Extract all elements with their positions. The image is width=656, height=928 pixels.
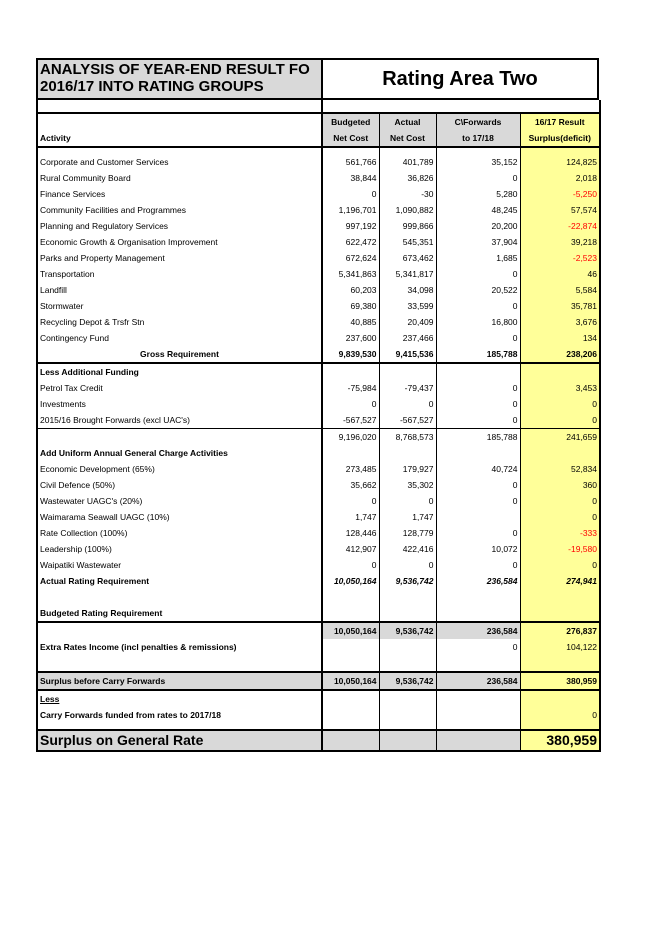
budgeted-cell [322,445,379,461]
actual-cell: 1,090,882 [379,202,436,218]
budgeted-cell: 128,446 [322,525,379,541]
sheet-header [36,58,599,100]
activity-cell: Wastewater UAGC's (20%) [37,493,322,509]
column-header-row-1 [37,113,600,130]
budgeted-rating-values-row [37,622,600,639]
activity-cell: Community Facilities and Programmes [37,202,322,218]
activity-cell: Leadership (100%) [37,541,322,557]
cf-cell: 185,788 [436,429,520,446]
cf-cell: 0 [436,477,520,493]
cf-cell: 37,904 [436,234,520,250]
table-row [37,461,600,477]
result-cell [520,363,600,380]
budgeted-cell: 10,050,164 [322,573,379,589]
budgeted-rating-actual: 9,536,742 [379,622,436,639]
actual-cell: 20,409 [379,314,436,330]
table-row [37,234,600,250]
cf-cell: 0 [436,330,520,346]
surplus-before-actual: 9,536,742 [379,672,436,690]
actual-cell: 179,927 [379,461,436,477]
budgeted-cell: 273,485 [322,461,379,477]
activity-cell: Less Additional Funding [37,363,322,380]
cf-cell: 0 [436,396,520,412]
cf-cell: 1,685 [436,250,520,266]
table-row [37,202,600,218]
actual-cell: 401,789 [379,154,436,170]
table-row [37,218,600,234]
actual-cell: 8,768,573 [379,429,436,446]
activity-cell: Actual Rating Requirement [37,573,322,589]
cf-cell: 40,724 [436,461,520,477]
activity-cell: Transportation [37,266,322,282]
table-row [37,154,600,170]
budgeted-cell: 412,907 [322,541,379,557]
result-cell: -22,874 [520,218,600,234]
actual-cell: 673,462 [379,250,436,266]
result-cell: 52,834 [520,461,600,477]
cf-cell: 0 [436,557,520,573]
cf-cell: 0 [436,412,520,429]
table-row [37,266,600,282]
actual-cell: -567,527 [379,412,436,429]
cf-cell: 48,245 [436,202,520,218]
actual-cell: -79,437 [379,380,436,396]
result-cell: 35,781 [520,298,600,314]
cf-cell [436,363,520,380]
result-cell: 0 [520,557,600,573]
cf-cell [436,445,520,461]
col-budgeted-header-2: Net Cost [322,130,379,147]
budgeted-cell: 0 [322,396,379,412]
cf-cell: 10,072 [436,541,520,557]
cf-cell: 185,788 [436,346,520,363]
table-row [37,477,600,493]
activity-cell: Civil Defence (50%) [37,477,322,493]
activity-cell: Landfill [37,282,322,298]
table-row [37,525,600,541]
result-cell: 238,206 [520,346,600,363]
actual-cell: -30 [379,186,436,202]
table-row [37,282,600,298]
table-row [37,509,600,525]
result-cell: 5,584 [520,282,600,298]
budgeted-cell: 9,196,020 [322,429,379,446]
table-row [37,412,600,429]
actual-cell [379,445,436,461]
result-cell: 46 [520,266,600,282]
cf-cell: 16,800 [436,314,520,330]
spacer-row [37,589,600,605]
col-actual-header: Actual [379,113,436,130]
actual-cell: 128,779 [379,525,436,541]
activity-cell: Add Uniform Annual General Charge Activities [37,445,322,461]
activity-cell: Contingency Fund [37,330,322,346]
budgeted-rating-result: 276,837 [520,622,600,639]
actual-cell: 0 [379,396,436,412]
surplus-before-budgeted: 10,050,164 [322,672,379,690]
table-row [37,330,600,346]
carry-forwards-result: 0 [520,707,600,723]
activity-cell: Stormwater [37,298,322,314]
actual-cell: 1,747 [379,509,436,525]
activity-cell: Rate Collection (100%) [37,525,322,541]
result-cell: 124,825 [520,154,600,170]
table-row [37,298,600,314]
cf-cell: 236,584 [436,573,520,589]
actual-cell: 5,341,817 [379,266,436,282]
carry-forwards-label: Carry Forwards funded from rates to 2017/18 [37,707,322,723]
budgeted-rating-budgeted: 10,050,164 [322,622,379,639]
actual-cell: 34,098 [379,282,436,298]
col-activity-header: Activity [37,130,322,147]
surplus-general-result: 380,959 [520,730,600,751]
actual-cell: 9,536,742 [379,573,436,589]
actual-cell: 0 [379,493,436,509]
budgeted-cell: 622,472 [322,234,379,250]
result-cell: 241,659 [520,429,600,446]
cf-cell: 20,200 [436,218,520,234]
actual-cell: 545,351 [379,234,436,250]
surplus-before-label: Surplus before Carry Forwards [37,672,322,690]
less-row [37,690,600,707]
table-row [37,363,600,380]
spacer-row [37,147,600,154]
cf-cell: 0 [436,493,520,509]
table-row [37,493,600,509]
result-cell: 0 [520,509,600,525]
spacer-row [37,655,600,672]
cf-cell [436,509,520,525]
budgeted-rating-row [37,605,600,622]
activity-cell: Parks and Property Management [37,250,322,266]
result-cell: 2,018 [520,170,600,186]
budgeted-cell: 5,341,863 [322,266,379,282]
activity-cell: Recycling Depot & Trsfr Stn [37,314,322,330]
less-label: Less [37,690,322,707]
actual-cell: 0 [379,557,436,573]
actual-cell: 36,826 [379,170,436,186]
result-cell: 274,941 [520,573,600,589]
result-cell: -5,250 [520,186,600,202]
budgeted-cell: 561,766 [322,154,379,170]
budgeted-cell: 9,839,530 [322,346,379,363]
rating-area-title: Rating Area Two [382,68,538,90]
budgeted-cell: 69,380 [322,298,379,314]
result-cell: -333 [520,525,600,541]
budgeted-cell: -75,984 [322,380,379,396]
surplus-general-row [37,730,600,751]
budgeted-cell: 0 [322,493,379,509]
cf-cell: 0 [436,298,520,314]
col-cf-header-2: to 17/18 [436,130,520,147]
table-row [37,170,600,186]
results-table [36,100,601,752]
activity-cell: Waipatiki Wastewater [37,557,322,573]
activity-cell: Economic Growth & Organisation Improvement [37,234,322,250]
rating-analysis-sheet [36,58,599,752]
table-row [37,445,600,461]
table-row [37,396,600,412]
actual-cell: 33,599 [379,298,436,314]
table-row [37,541,600,557]
col-cf-header: C\Forwards [436,113,520,130]
surplus-before-result: 380,959 [520,672,600,690]
budgeted-cell: 60,203 [322,282,379,298]
table-row [37,380,600,396]
budgeted-cell: 237,600 [322,330,379,346]
result-cell: 0 [520,396,600,412]
table-row [37,186,600,202]
result-cell [520,445,600,461]
report-title-line1: ANALYSIS OF YEAR-END RESULT FO [40,61,310,78]
extra-rates-label: Extra Rates Income (incl penalties & remissions) [37,639,322,655]
table-row [37,250,600,266]
actual-cell: 422,416 [379,541,436,557]
budgeted-cell: 997,192 [322,218,379,234]
activity-cell: Corporate and Customer Services [37,154,322,170]
cf-cell: 5,280 [436,186,520,202]
table-row [37,346,600,363]
activity-cell: 2015/16 Brought Forwards (excl UAC's) [37,412,322,429]
report-title-line2: 2016/17 INTO RATING GROUPS [40,78,264,95]
spacer-row [37,100,600,113]
budgeted-cell: 1,196,701 [322,202,379,218]
activity-cell: Waimarama Seawall UAGC (10%) [37,509,322,525]
budgeted-rating-label: Budgeted Rating Requirement [37,605,322,622]
activity-cell: Petrol Tax Credit [37,380,322,396]
activity-cell: Rural Community Board [37,170,322,186]
surplus-before-cf: 236,584 [436,672,520,690]
budgeted-rating-cf: 236,584 [436,622,520,639]
actual-cell: 999,866 [379,218,436,234]
budgeted-cell [322,363,379,380]
surplus-general-label: Surplus on General Rate [37,730,322,751]
budgeted-cell: 40,885 [322,314,379,330]
report-title [38,60,323,98]
activity-cell [37,429,322,446]
activity-cell: Gross Requirement [37,346,322,363]
actual-cell: 9,415,536 [379,346,436,363]
budgeted-cell: 0 [322,557,379,573]
column-header-row-2 [37,130,600,147]
cf-cell: 0 [436,525,520,541]
spacer-row [37,723,600,730]
cf-cell: 0 [436,380,520,396]
actual-cell: 237,466 [379,330,436,346]
budgeted-cell: 672,624 [322,250,379,266]
extra-rates-result: 104,122 [520,639,600,655]
cf-cell: 20,522 [436,282,520,298]
extra-rates-row [37,639,600,655]
actual-cell [379,363,436,380]
extra-rates-cf: 0 [436,639,520,655]
table-row [37,314,600,330]
cf-cell: 0 [436,266,520,282]
table-row [37,429,600,446]
activity-cell: Investments [37,396,322,412]
surplus-before-row [37,672,600,690]
result-cell: 57,574 [520,202,600,218]
result-cell: 0 [520,412,600,429]
col-actual-header-2: Net Cost [379,130,436,147]
budgeted-cell: 0 [322,186,379,202]
carry-forwards-row [37,707,600,723]
table-row [37,557,600,573]
actual-cell: 35,302 [379,477,436,493]
result-cell: 39,218 [520,234,600,250]
col-result-header-2: Surplus(deficit) [520,130,600,147]
cf-cell: 0 [436,170,520,186]
cf-cell: 35,152 [436,154,520,170]
result-cell: 134 [520,330,600,346]
result-cell: 0 [520,493,600,509]
result-cell: -2,523 [520,250,600,266]
col-budgeted-header: Budgeted [322,113,379,130]
activity-cell: Economic Development (65%) [37,461,322,477]
budgeted-cell: 35,662 [322,477,379,493]
budgeted-cell: 38,844 [322,170,379,186]
result-cell: -19,580 [520,541,600,557]
budgeted-cell: -567,527 [322,412,379,429]
budgeted-cell: 1,747 [322,509,379,525]
table-row [37,573,600,589]
activity-cell: Finance Services [37,186,322,202]
result-cell: 3,453 [520,380,600,396]
col-result-header: 16/17 Result [520,113,600,130]
activity-cell: Planning and Regulatory Services [37,218,322,234]
result-cell: 360 [520,477,600,493]
result-cell: 3,676 [520,314,600,330]
